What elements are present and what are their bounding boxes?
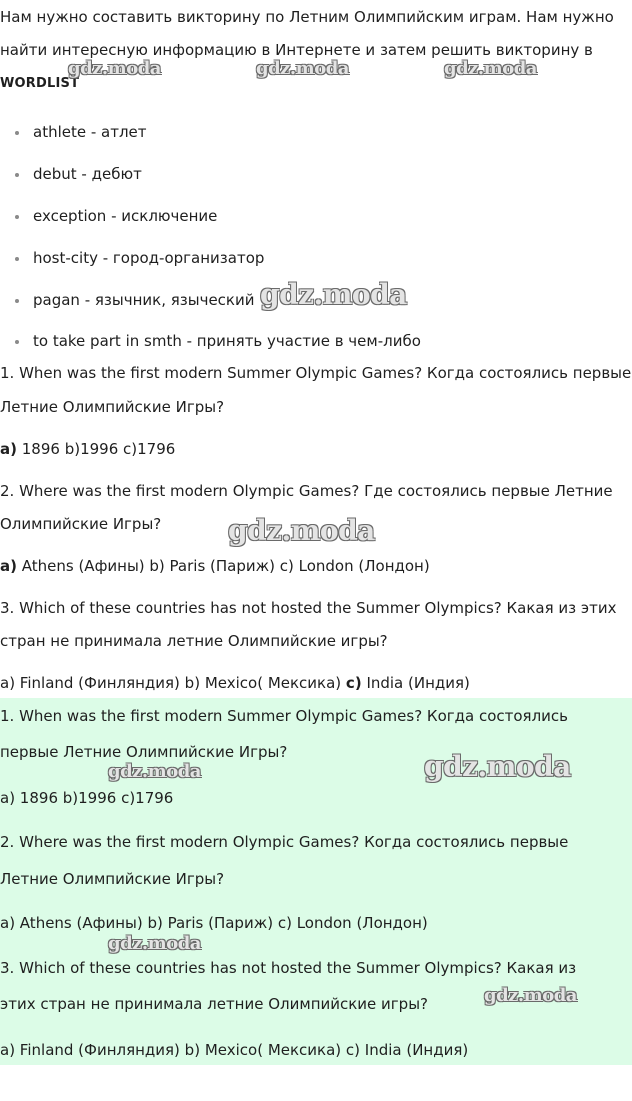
correct-answer-letter: a): [0, 440, 17, 458]
bullet-icon: [15, 173, 19, 177]
watermark: gdz.moda: [444, 58, 537, 79]
wordlist-item: pagan - язычник, языческий: [33, 291, 255, 309]
question-1-line-2: Летние Олимпийские Игры?: [0, 398, 225, 416]
answer-2-options: a) Athens (Афины) b) Paris (Париж) c) London (Лондон): [0, 914, 428, 932]
answer-2-line-2: Летние Олимпийские Игры?: [0, 870, 225, 888]
bullet-icon: [15, 257, 19, 261]
question-3-line-1: 3. Which of these countries has not hosted the Summer Olympics? Какая из этих: [0, 599, 617, 617]
bullet-icon: [15, 131, 19, 135]
watermark: gdz.moda: [108, 761, 201, 782]
answer-3-options: a) Finland (Финляндия) b) Mexico( Мексика) c) India (Индия): [0, 1041, 469, 1059]
watermark: gdz.moda: [228, 514, 375, 547]
question-2-options: [0, 557, 430, 575]
watermark: gdz.moda: [260, 278, 407, 311]
bullet-icon: [15, 340, 19, 344]
wordlist-item: debut - дебют: [33, 165, 142, 183]
answer-1-options: a) 1896 b)1996 c)1796: [0, 789, 174, 807]
wordlist-title: WORDLIST: [0, 76, 80, 91]
question-2-line-2: Олимпийские Игры?: [0, 515, 162, 533]
wordlist-item: athlete - атлет: [33, 123, 147, 141]
answer-3-line-1: 3. Which of these countries has not hosted the Summer Olympics? Какая из: [0, 959, 577, 977]
answer-3-line-2: этих стран не принимала летние Олимпийские игры?: [0, 995, 429, 1013]
intro-line-2: найти интересную информацию в Интернете и затем решить викторину в: [0, 41, 593, 59]
options-text: Athens (Афины) b) Paris (Париж) c) London (Лондон): [16, 557, 430, 575]
correct-answer-letter: a): [0, 557, 17, 575]
options-text: 1896 b)1996 c)1796: [16, 440, 176, 458]
question-1-line-1: 1. When was the first modern Summer Olympic Games? Когда состоялись первые: [0, 364, 632, 382]
answer-2-line-1: 2. Where was the first modern Olympic Games? Когда состоялись первые: [0, 833, 569, 851]
watermark: gdz.moda: [256, 58, 349, 79]
options-text: India (Индия): [361, 674, 470, 692]
watermark: gdz.moda: [68, 58, 161, 79]
bullet-icon: [15, 299, 19, 303]
wordlist-item: to take part in smth - принять участие в чем-либо: [33, 332, 421, 350]
intro-line-1: Нам нужно составить викторину по Летним Олимпийским играм. Нам нужно: [0, 8, 614, 26]
question-3-line-2: стран не принимала летние Олимпийские игры?: [0, 632, 388, 650]
wordlist-item: host-city - город-организатор: [33, 249, 265, 267]
options-text: a) Finland (Финляндия) b) Mexico( Мексика): [0, 674, 346, 692]
bullet-icon: [15, 215, 19, 219]
question-1-options: [0, 440, 175, 458]
watermark: gdz.moda: [108, 933, 201, 954]
question-3-options: [0, 674, 470, 692]
watermark: gdz.moda: [484, 985, 577, 1006]
answer-1-line-1: 1. When was the first modern Summer Olympic Games? Когда состоялись: [0, 707, 569, 725]
correct-answer-letter: c): [345, 674, 362, 692]
question-2-line-1: 2. Where was the first modern Olympic Games? Где состоялись первые Летние: [0, 482, 613, 500]
watermark: gdz.moda: [424, 750, 571, 783]
answer-1-line-2: первые Летние Олимпийские Игры?: [0, 743, 288, 761]
wordlist-item: exception - исключение: [33, 207, 218, 225]
